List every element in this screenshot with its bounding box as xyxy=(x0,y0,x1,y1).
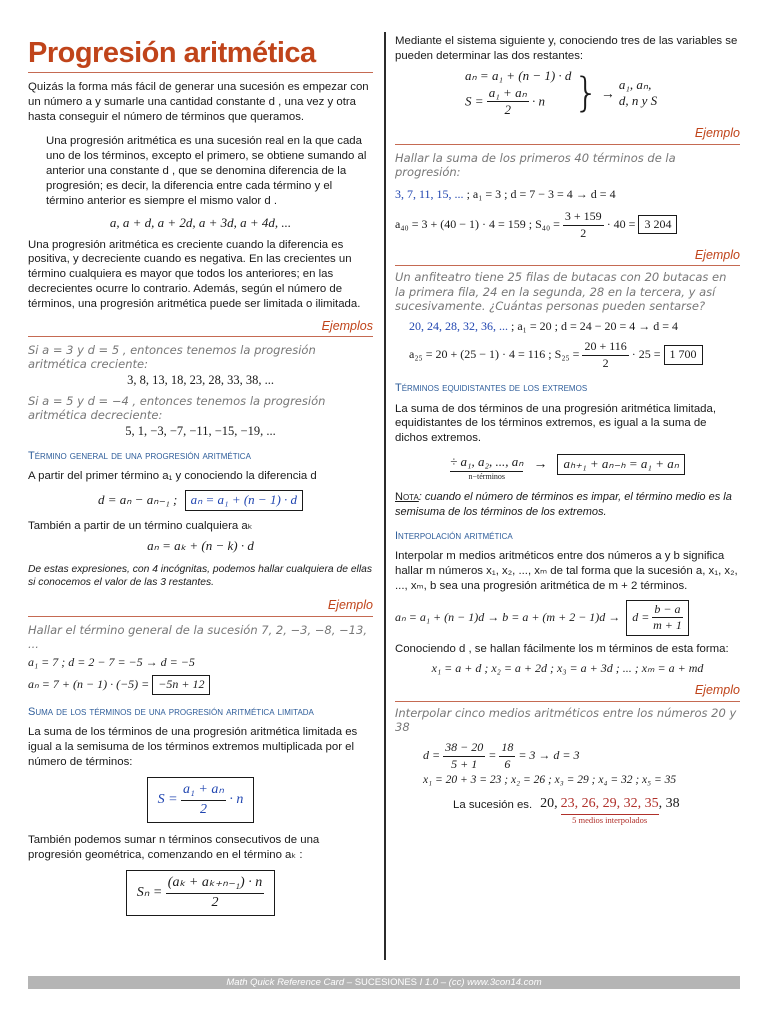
general-term-formula xyxy=(28,490,373,511)
right-example-2-text: Un anfiteatro tiene 25 filas de butacas con 20 butacas en la primera fila, 24 en la segunda, 28 en la tercera, y así sucesivamente. ¿Cuántas personas pueden sentarse? xyxy=(395,270,727,314)
footer-bar xyxy=(28,976,740,989)
interpolation-terms: x₁ = a + d ; x₂ = a + 2d ; x₃ = a + 3d ; ... ; xₘ = a + md xyxy=(431,660,704,675)
sum-formula-box xyxy=(147,777,255,822)
system-fraction xyxy=(487,85,529,120)
general-term-box: aₙ = a₁ + (n − 1) · d xyxy=(185,490,303,511)
interpolation-numerator: b − a xyxy=(652,602,682,619)
ejemplos-label: Ejemplos xyxy=(28,316,373,337)
sum-k-formula-box xyxy=(126,870,275,915)
right-example-1-fraction xyxy=(563,209,604,241)
right-example-3-numerator-1: 38 − 20 xyxy=(443,740,485,757)
example-2-sequence: 5, 1, −3, −7, −11, −15, −19, ... xyxy=(125,423,276,438)
from-any-text: También a partir de un término cualquiera aₖ xyxy=(28,519,253,532)
system-denominator: 2 xyxy=(504,102,512,118)
equidistant-underlabel: n−términos xyxy=(468,471,506,481)
right-example-2-sequence: 20, 24, 28, 32, 36, ... xyxy=(409,319,508,334)
title-rule xyxy=(28,72,373,73)
sum-k-numerator: (aₖ + aₖ₊ₙ₋₁) · n xyxy=(166,874,264,893)
page-title: Progresión aritmética xyxy=(28,37,316,69)
interpolation-fraction xyxy=(652,602,682,634)
interpolation-formula xyxy=(395,600,740,636)
column-divider xyxy=(384,32,386,960)
right-example-1-result: 3 204 xyxy=(638,215,677,235)
equidistant-sequence: ÷ a₁, a₂, ..., aₙ xyxy=(450,454,523,472)
right-example-3-seq-end: , 38 xyxy=(658,796,680,812)
right-example-1-equation: a₄₀ = 3 + (40 − 1) · 4 = 159 ; S₄₀ = xyxy=(395,216,560,231)
right-example-3-seq-label: La sucesión es. xyxy=(453,799,533,812)
sum-numerator: a₁ + aₙ xyxy=(181,781,226,800)
right-example-2-values: ; a₁ = 20 ; d = 24 − 20 = 4 → d = 4 xyxy=(511,319,679,334)
right-example-1-denominator: 2 xyxy=(580,225,587,240)
right-example-2-equation: a₂₅ = 20 + (25 − 1) · 4 = 116 ; S₂₅ = xyxy=(409,346,580,361)
interpolation-known-text: Conociendo d , se hallan fácilmente los m términos de esta forma: xyxy=(395,642,729,655)
example-3-result: −5n + 12 xyxy=(152,675,210,695)
right-example-3-d-rhs: = 3 → d = 3 xyxy=(518,748,580,763)
sum-k-text: También podemos sumar n términos consecutivos de una progresión geométrica, comenzando en el término aₖ : xyxy=(28,833,320,861)
sum-rhs: · n xyxy=(229,792,244,808)
system-s-rhs: · n xyxy=(532,92,546,108)
right-example-3-denominator-2: 6 xyxy=(504,756,511,771)
sum-formula xyxy=(28,777,373,822)
right-example-3-seq-start: 20, xyxy=(540,796,558,812)
right-example-3-underlabel: 5 medios interpolados xyxy=(572,814,648,825)
ejemplo-label-4: Ejemplo xyxy=(395,680,740,701)
interpolation-text: Interpolar m medios aritméticos entre dos números a y b significa hallar m números x₁, x₂, ..., xₘ de tal forma que la sucesión a, x₁, x₂, ..., xₘ, b sea una progresión aritmética de m + 2 términos. xyxy=(395,550,738,592)
example-2-text: Si a = 5 y d = −4 , entonces tenemos la progresión aritmética decreciente: xyxy=(28,393,326,423)
growth-paragraph: Una progresión aritmética es creciente cuando la diferencia es positiva, y decreciente cuando es negativa. En las crecientes un término cualquiera es mayor que todos los anteriores; en las decrecientes ocurre lo contrario. Además, según el número de términos, una progresión aritmética puede ser limitada o ilimitada. xyxy=(28,238,361,310)
example-3-line-1: a₁ = 7 ; d = 2 − 7 = −5 → d = −5 xyxy=(28,655,195,670)
example-3-line-2 xyxy=(28,675,373,695)
section-sum: Suma de los términos de una progresión aritmética limitada xyxy=(28,705,314,718)
left-column xyxy=(28,80,373,916)
equidistant-text: La suma de dos términos de una progresión aritmética limitada, equidistantes de los términos extremos, es igual a la suma de dichos extremos. xyxy=(395,402,717,445)
right-example-2-fraction xyxy=(582,339,628,371)
sum-k-formula xyxy=(28,870,373,915)
nota-paragraph xyxy=(395,490,740,519)
system-s-lhs: S = xyxy=(465,92,484,108)
right-example-1-numerator: 3 + 159 xyxy=(563,209,604,226)
system-vars-line-2: d, n y S xyxy=(618,93,658,109)
right-example-1-line-1 xyxy=(395,187,740,203)
right-example-2-denominator: 2 xyxy=(602,355,609,370)
example-3-text: Hallar el término general de la sucesión 7, 2, −3, −8, −13, ... xyxy=(28,622,367,652)
interpolation-equation: aₙ = a₁ + (n − 1)d → b = a + (m + 2 − 1)d → xyxy=(395,610,621,624)
right-example-3-sequence xyxy=(395,795,740,825)
section-interpolation: Interpolación aritmética xyxy=(395,529,513,542)
section-general-term: Término general de una progresión aritmética xyxy=(28,449,251,462)
note-four-unknowns: De estas expresiones, con 4 incógnitas, podemos hallar cualquiera de ellas si conocemos el valor de las 3 restantes. xyxy=(28,563,373,589)
system-line-1: aₙ = a₁ + (n − 1) · d xyxy=(465,67,572,83)
right-example-2-numerator: 20 + 116 xyxy=(582,339,628,356)
example-3-equation: aₙ = 7 + (n − 1) · (−5) = xyxy=(28,676,153,691)
definition-formula: a, a + d, a + 2d, a + 3d, a + 4d, ... xyxy=(109,214,292,230)
ejemplo-label-1: Ejemplo xyxy=(28,595,373,616)
definition-paragraph: Una progresión aritmética es una sucesión real en la que cada uno de los términos, excepto el primero, se obtiene sumando al anterior una constante d , que se denomina diferencia de la progresión; es decir, la diferencia entre cada término y el término anterior es siempre el mismo valor d . xyxy=(46,135,367,207)
right-column xyxy=(395,34,740,826)
nota-label: Nota xyxy=(395,491,419,504)
footer-prefix: Math Quick Reference Card – xyxy=(226,977,355,988)
right-example-3-fraction-2 xyxy=(499,740,515,772)
ejemplo-label-2: Ejemplo xyxy=(395,123,740,144)
sum-k-denominator: 2 xyxy=(211,894,219,910)
section-equidistant: Términos equidistantes de los extremos xyxy=(395,382,588,395)
example-1-sequence: 3, 8, 13, 18, 23, 28, 33, 38, ... xyxy=(127,372,274,387)
general-term-text: A partir del primer término a₁ y conociendo la diferencia d xyxy=(28,470,317,483)
sum-fraction xyxy=(181,781,226,818)
difference-formula: d = aₙ − aₙ₋₁ ; xyxy=(97,492,178,508)
brace-icon: } xyxy=(573,70,599,117)
sum-text: La suma de los términos de una progresión aritmética limitada es igual a la semisuma de los términos extremos multiplicada por el número de términos: xyxy=(28,725,358,768)
right-example-3-text: Interpolar cinco medios aritméticos entre los números 20 y 38 xyxy=(395,705,737,734)
system-variables xyxy=(619,77,657,111)
right-example-3-denominator-1: 5 + 1 xyxy=(451,756,478,771)
right-example-3-numerator-2: 18 xyxy=(499,740,515,757)
sum-denominator: 2 xyxy=(199,801,207,817)
right-example-2-line-2 xyxy=(395,339,740,371)
right-example-1-sequence: 3, 7, 11, 15, ... xyxy=(395,187,464,202)
interpolation-box xyxy=(626,600,688,636)
right-example-1-line-2 xyxy=(395,209,740,241)
interpolation-denominator: m + 1 xyxy=(653,618,682,633)
equidistant-formula xyxy=(395,454,740,482)
right-example-1-multiplier: · 40 = xyxy=(606,216,636,231)
right-example-3-interpolated xyxy=(561,795,659,825)
right-example-1-values: ; a₁ = 3 ; d = 7 − 3 = 4 → d = 4 xyxy=(466,187,616,202)
example-1-text: Si a = 3 y d = 5 , entonces tenemos la progresión aritmética creciente: xyxy=(28,342,316,372)
system-equations xyxy=(465,68,571,120)
right-example-3-d-lhs: d = xyxy=(423,748,441,763)
arrow-icon: → xyxy=(600,85,615,102)
right-example-2-result: 1 700 xyxy=(664,345,703,365)
interpolation-d-lhs: d = xyxy=(632,609,650,624)
footer-topic: SUCESIONES xyxy=(354,977,417,988)
equidistant-result: aₕ₊₁ + aₙ₋ₕ = a₁ + aₙ xyxy=(557,454,684,475)
equidistant-left xyxy=(450,454,523,482)
system-text: Mediante el sistema siguiente y, conociendo tres de las variables se pueden determinar las dos restantes: xyxy=(395,35,738,62)
right-example-3-terms: x₁ = 20 + 3 = 23 ; x₂ = 26 ; x₃ = 29 ; x₄ = 32 ; x₅ = 35 xyxy=(423,773,677,786)
from-any-formula: aₙ = aₖ + (n − k) · d xyxy=(147,537,254,553)
right-example-1-text: Hallar la suma de los primeros 40 términos de la progresión: xyxy=(395,150,676,179)
equidistant-arrow-icon: → xyxy=(533,455,548,472)
system-line-2 xyxy=(465,85,571,120)
ejemplo-label-3: Ejemplo xyxy=(395,245,740,266)
nota-text: : cuando el número de términos es impar, el término medio es la semisuma de los términos de los extremos. xyxy=(395,491,732,518)
right-example-3-seq-mid: 23, 26, 29, 32, 35 xyxy=(561,795,659,814)
system-vars-line-1: a₁, aₙ, xyxy=(618,76,652,92)
sum-k-fraction xyxy=(166,874,264,911)
right-example-3-fraction-1 xyxy=(443,740,485,772)
intro-paragraph: Quizás la forma más fácil de generar una sucesión es empezar con un número a y sumarle una cantidad constante d , una vez y otra hasta conseguir el número de términos que queramos. xyxy=(28,81,369,123)
equals-sign: = xyxy=(488,748,497,763)
sum-lhs: S = xyxy=(157,792,178,808)
system-numerator: a₁ + aₙ xyxy=(487,85,529,103)
right-example-3-d xyxy=(395,740,740,772)
footer-suffix: I 1.0 – (cc) www.3con14.com xyxy=(417,977,542,988)
sum-k-lhs: Sₙ = xyxy=(136,885,163,901)
system-formula xyxy=(395,68,740,120)
right-example-2-line-1 xyxy=(395,319,740,335)
right-example-2-multiplier: · 25 = xyxy=(631,346,661,361)
